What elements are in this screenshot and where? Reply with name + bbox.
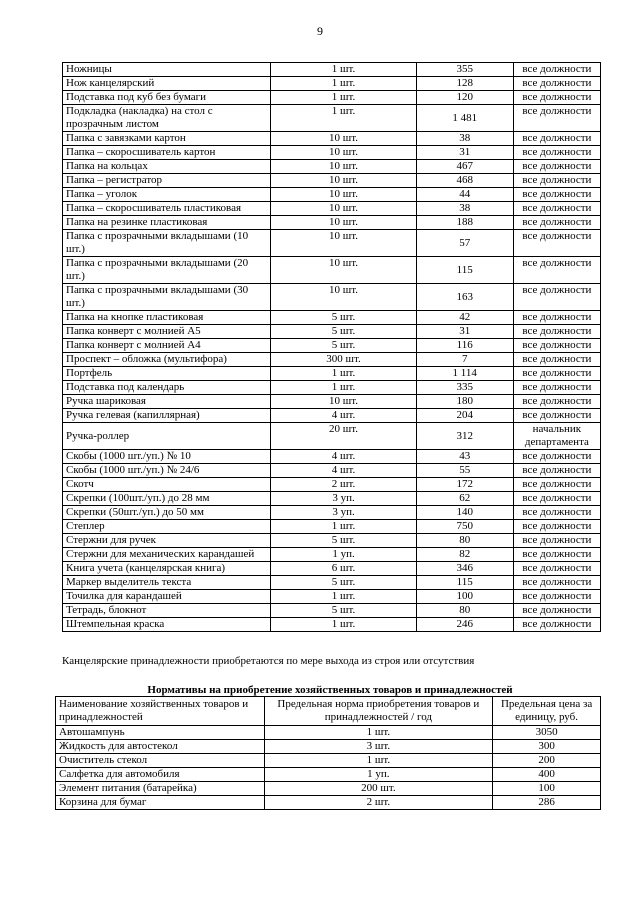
item-quantity: 10 шт. xyxy=(271,188,416,202)
item-price: 346 xyxy=(416,562,513,576)
item-price: 355 xyxy=(416,63,513,77)
item-quantity: 10 шт. xyxy=(271,202,416,216)
item-quantity: 10 шт. xyxy=(271,395,416,409)
table-row xyxy=(63,105,601,132)
item-quantity: 5 шт. xyxy=(271,576,416,590)
item-position: все должности xyxy=(513,202,600,216)
table-row xyxy=(63,188,601,202)
item-price: 246 xyxy=(416,618,513,632)
item-position: все должности xyxy=(513,506,600,520)
item-quantity: 3 шт. xyxy=(264,740,493,754)
item-quantity: 6 шт. xyxy=(271,562,416,576)
item-name: Портфель xyxy=(63,367,271,381)
table-row xyxy=(63,409,601,423)
item-position: все должности xyxy=(513,618,600,632)
item-position: все должности xyxy=(513,284,600,311)
table-row xyxy=(63,423,601,450)
item-position: все должности xyxy=(513,478,600,492)
item-name: Папка – скоросшиватель картон xyxy=(63,146,271,160)
item-position: все должности xyxy=(513,409,600,423)
item-name: Нож канцелярский xyxy=(63,77,271,91)
item-name: Штемпельная краска xyxy=(63,618,271,632)
item-price: 38 xyxy=(416,132,513,146)
item-price: 188 xyxy=(416,216,513,230)
item-name: Подкладка (накладка) на стол с прозрачным листом xyxy=(63,105,271,132)
item-quantity: 10 шт. xyxy=(271,160,416,174)
item-quantity: 5 шт. xyxy=(271,325,416,339)
item-position: начальник департамента xyxy=(513,423,600,450)
item-quantity: 5 шт. xyxy=(271,534,416,548)
item-position: все должности xyxy=(513,257,600,284)
item-name: Ручка шариковая xyxy=(63,395,271,409)
item-quantity: 5 шт. xyxy=(271,339,416,353)
item-quantity: 5 шт. xyxy=(271,604,416,618)
item-name: Ручка-роллер xyxy=(63,423,271,450)
table-row xyxy=(63,91,601,105)
item-quantity: 200 шт. xyxy=(264,782,493,796)
table-row xyxy=(56,782,601,796)
item-position: все должности xyxy=(513,174,600,188)
item-price: 467 xyxy=(416,160,513,174)
stationery-note: Канцелярские принадлежности приобретаются по мере выхода из строя или отсутствия xyxy=(62,655,475,667)
item-position: все должности xyxy=(513,353,600,367)
item-price: 115 xyxy=(416,576,513,590)
table-row xyxy=(63,216,601,230)
item-name: Подставка под календарь xyxy=(63,381,271,395)
table-row xyxy=(63,590,601,604)
item-quantity: 1 уп. xyxy=(271,548,416,562)
item-price: 172 xyxy=(416,478,513,492)
table-row xyxy=(63,478,601,492)
item-position: все должности xyxy=(513,590,600,604)
item-quantity: 20 шт. xyxy=(271,423,416,450)
item-position: все должности xyxy=(513,534,600,548)
item-price: 57 xyxy=(416,230,513,257)
item-name: Папка – скоросшиватель пластиковая xyxy=(63,202,271,216)
item-quantity: 10 шт. xyxy=(271,230,416,257)
item-price: 120 xyxy=(416,91,513,105)
table-row xyxy=(56,796,601,810)
item-position: все должности xyxy=(513,381,600,395)
item-position: все должности xyxy=(513,132,600,146)
item-position: все должности xyxy=(513,105,600,132)
item-name: Книга учета (канцелярская книга) xyxy=(63,562,271,576)
item-position: все должности xyxy=(513,339,600,353)
item-quantity: 1 шт. xyxy=(271,381,416,395)
item-price: 140 xyxy=(416,506,513,520)
item-name: Папка на кнопке пластиковая xyxy=(63,311,271,325)
table-row xyxy=(63,604,601,618)
item-price: 400 xyxy=(493,768,601,782)
table-row xyxy=(63,534,601,548)
item-quantity: 10 шт. xyxy=(271,257,416,284)
item-price: 1 114 xyxy=(416,367,513,381)
header-name: Наименование хозяйственных товаров и принадлежностей xyxy=(56,697,265,726)
item-quantity: 10 шт. xyxy=(271,174,416,188)
item-name: Папка – регистратор xyxy=(63,174,271,188)
table-row xyxy=(63,353,601,367)
item-position: все должности xyxy=(513,146,600,160)
item-name: Ручка гелевая (капиллярная) xyxy=(63,409,271,423)
item-name: Маркер выделитель текста xyxy=(63,576,271,590)
item-price: 3050 xyxy=(493,726,601,740)
item-quantity: 1 шт. xyxy=(271,618,416,632)
table-row xyxy=(63,325,601,339)
table-row xyxy=(63,395,601,409)
item-quantity: 10 шт. xyxy=(271,216,416,230)
table-row xyxy=(63,257,601,284)
item-quantity: 10 шт. xyxy=(271,132,416,146)
item-position: все должности xyxy=(513,395,600,409)
item-quantity: 4 шт. xyxy=(271,409,416,423)
item-position: все должности xyxy=(513,576,600,590)
item-position: все должности xyxy=(513,492,600,506)
item-position: все должности xyxy=(513,91,600,105)
item-price: 100 xyxy=(493,782,601,796)
item-quantity: 1 шт. xyxy=(271,367,416,381)
item-position: все должности xyxy=(513,604,600,618)
table-row xyxy=(63,146,601,160)
item-quantity: 3 уп. xyxy=(271,492,416,506)
item-quantity: 1 шт. xyxy=(264,754,493,768)
table-row xyxy=(63,548,601,562)
item-position: все должности xyxy=(513,367,600,381)
item-position: все должности xyxy=(513,562,600,576)
item-name: Папка с прозрачными вкладышами (20 шт.) xyxy=(63,257,271,284)
item-price: 750 xyxy=(416,520,513,534)
item-name: Папка конверт с молнией А5 xyxy=(63,325,271,339)
item-price: 115 xyxy=(416,257,513,284)
item-position: все должности xyxy=(513,160,600,174)
item-price: 468 xyxy=(416,174,513,188)
item-quantity: 2 шт. xyxy=(271,478,416,492)
item-quantity: 1 шт. xyxy=(271,91,416,105)
item-name: Очиститель стекол xyxy=(56,754,265,768)
table-row xyxy=(56,768,601,782)
item-quantity: 1 шт. xyxy=(271,520,416,534)
item-name: Жидкость для автостекол xyxy=(56,740,265,754)
item-name: Скотч xyxy=(63,478,271,492)
table-row xyxy=(56,740,601,754)
item-name: Автошампунь xyxy=(56,726,265,740)
item-price: 116 xyxy=(416,339,513,353)
table-row xyxy=(63,284,601,311)
table-row xyxy=(63,63,601,77)
item-quantity: 1 шт. xyxy=(264,726,493,740)
item-quantity: 3 уп. xyxy=(271,506,416,520)
table-row xyxy=(63,506,601,520)
item-name: Точилка для карандашей xyxy=(63,590,271,604)
item-price: 38 xyxy=(416,202,513,216)
table-row xyxy=(63,132,601,146)
item-name: Ножницы xyxy=(63,63,271,77)
item-name: Папка с прозрачными вкладышами (10 шт.) xyxy=(63,230,271,257)
item-price: 200 xyxy=(493,754,601,768)
item-price: 62 xyxy=(416,492,513,506)
table-row xyxy=(63,174,601,188)
item-price: 204 xyxy=(416,409,513,423)
item-name: Элемент питания (батарейка) xyxy=(56,782,265,796)
item-name: Скрепки (100шт./уп.) до 28 мм xyxy=(63,492,271,506)
table-row xyxy=(63,618,601,632)
item-name: Папка на кольцах xyxy=(63,160,271,174)
item-name: Скобы (1000 шт./уп.) № 10 xyxy=(63,450,271,464)
item-name: Проспект – обложка (мультифора) xyxy=(63,353,271,367)
table-row xyxy=(63,77,601,91)
item-position: все должности xyxy=(513,548,600,562)
item-position: все должности xyxy=(513,311,600,325)
item-price: 163 xyxy=(416,284,513,311)
item-quantity: 10 шт. xyxy=(271,146,416,160)
table-row xyxy=(63,339,601,353)
item-price: 44 xyxy=(416,188,513,202)
item-price: 100 xyxy=(416,590,513,604)
item-price: 1 481 xyxy=(416,105,513,132)
table-row xyxy=(63,367,601,381)
item-price: 42 xyxy=(416,311,513,325)
item-quantity: 1 шт. xyxy=(271,63,416,77)
table-row xyxy=(63,492,601,506)
table-row xyxy=(56,726,601,740)
item-price: 286 xyxy=(493,796,601,810)
item-price: 31 xyxy=(416,325,513,339)
item-name: Папка с завязками картон xyxy=(63,132,271,146)
item-position: все должности xyxy=(513,450,600,464)
item-quantity: 1 шт. xyxy=(271,105,416,132)
item-position: все должности xyxy=(513,77,600,91)
table-row xyxy=(63,230,601,257)
item-price: 80 xyxy=(416,534,513,548)
table-row xyxy=(63,160,601,174)
item-quantity: 10 шт. xyxy=(271,284,416,311)
table-row xyxy=(63,311,601,325)
item-name: Салфетка для автомобиля xyxy=(56,768,265,782)
item-price: 82 xyxy=(416,548,513,562)
item-position: все должности xyxy=(513,230,600,257)
item-name: Подставка под куб без бумаги xyxy=(63,91,271,105)
item-price: 31 xyxy=(416,146,513,160)
item-quantity: 1 шт. xyxy=(271,590,416,604)
item-quantity: 300 шт. xyxy=(271,353,416,367)
item-position: все должности xyxy=(513,325,600,339)
item-name: Корзина для бумаг xyxy=(56,796,265,810)
item-quantity: 5 шт. xyxy=(271,311,416,325)
item-quantity: 4 шт. xyxy=(271,450,416,464)
item-position: все должности xyxy=(513,188,600,202)
item-price: 180 xyxy=(416,395,513,409)
item-position: все должности xyxy=(513,63,600,77)
table-row xyxy=(63,520,601,534)
item-position: все должности xyxy=(513,216,600,230)
item-price: 7 xyxy=(416,353,513,367)
item-quantity: 1 уп. xyxy=(264,768,493,782)
stationery-table xyxy=(62,62,601,632)
header-price: Предельная цена за единицу, руб. xyxy=(493,697,601,726)
item-price: 80 xyxy=(416,604,513,618)
item-name: Папка с прозрачными вкладышами (30 шт.) xyxy=(63,284,271,311)
household-goods-table xyxy=(55,696,601,810)
item-quantity: 4 шт. xyxy=(271,464,416,478)
item-price: 43 xyxy=(416,450,513,464)
table-header-row xyxy=(56,697,601,726)
item-name: Тетрадь, блокнот xyxy=(63,604,271,618)
item-position: все должности xyxy=(513,464,600,478)
item-name: Стержни для механических карандашей xyxy=(63,548,271,562)
item-quantity: 2 шт. xyxy=(264,796,493,810)
table-row xyxy=(56,754,601,768)
table-row xyxy=(63,381,601,395)
section-title: Нормативы на приобретение хозяйственных товаров и принадлежностей xyxy=(147,684,513,696)
item-name: Стержни для ручек xyxy=(63,534,271,548)
table-row xyxy=(63,202,601,216)
table-row xyxy=(63,562,601,576)
item-price: 335 xyxy=(416,381,513,395)
item-quantity: 1 шт. xyxy=(271,77,416,91)
table-row xyxy=(63,464,601,478)
page-number: 9 xyxy=(317,24,323,38)
item-name: Скобы (1000 шт./уп.) № 24/6 xyxy=(63,464,271,478)
item-name: Папка на резинке пластиковая xyxy=(63,216,271,230)
item-name: Степлер xyxy=(63,520,271,534)
item-price: 55 xyxy=(416,464,513,478)
item-price: 300 xyxy=(493,740,601,754)
header-limit: Предельная норма приобретения товаров и принадлежностей / год xyxy=(264,697,493,726)
item-name: Папка конверт с молнией А4 xyxy=(63,339,271,353)
item-position: все должности xyxy=(513,520,600,534)
table-row xyxy=(63,576,601,590)
item-name: Папка – уголок xyxy=(63,188,271,202)
item-price: 312 xyxy=(416,423,513,450)
table-row xyxy=(63,450,601,464)
item-price: 128 xyxy=(416,77,513,91)
item-name: Скрепки (50шт./уп.) до 50 мм xyxy=(63,506,271,520)
